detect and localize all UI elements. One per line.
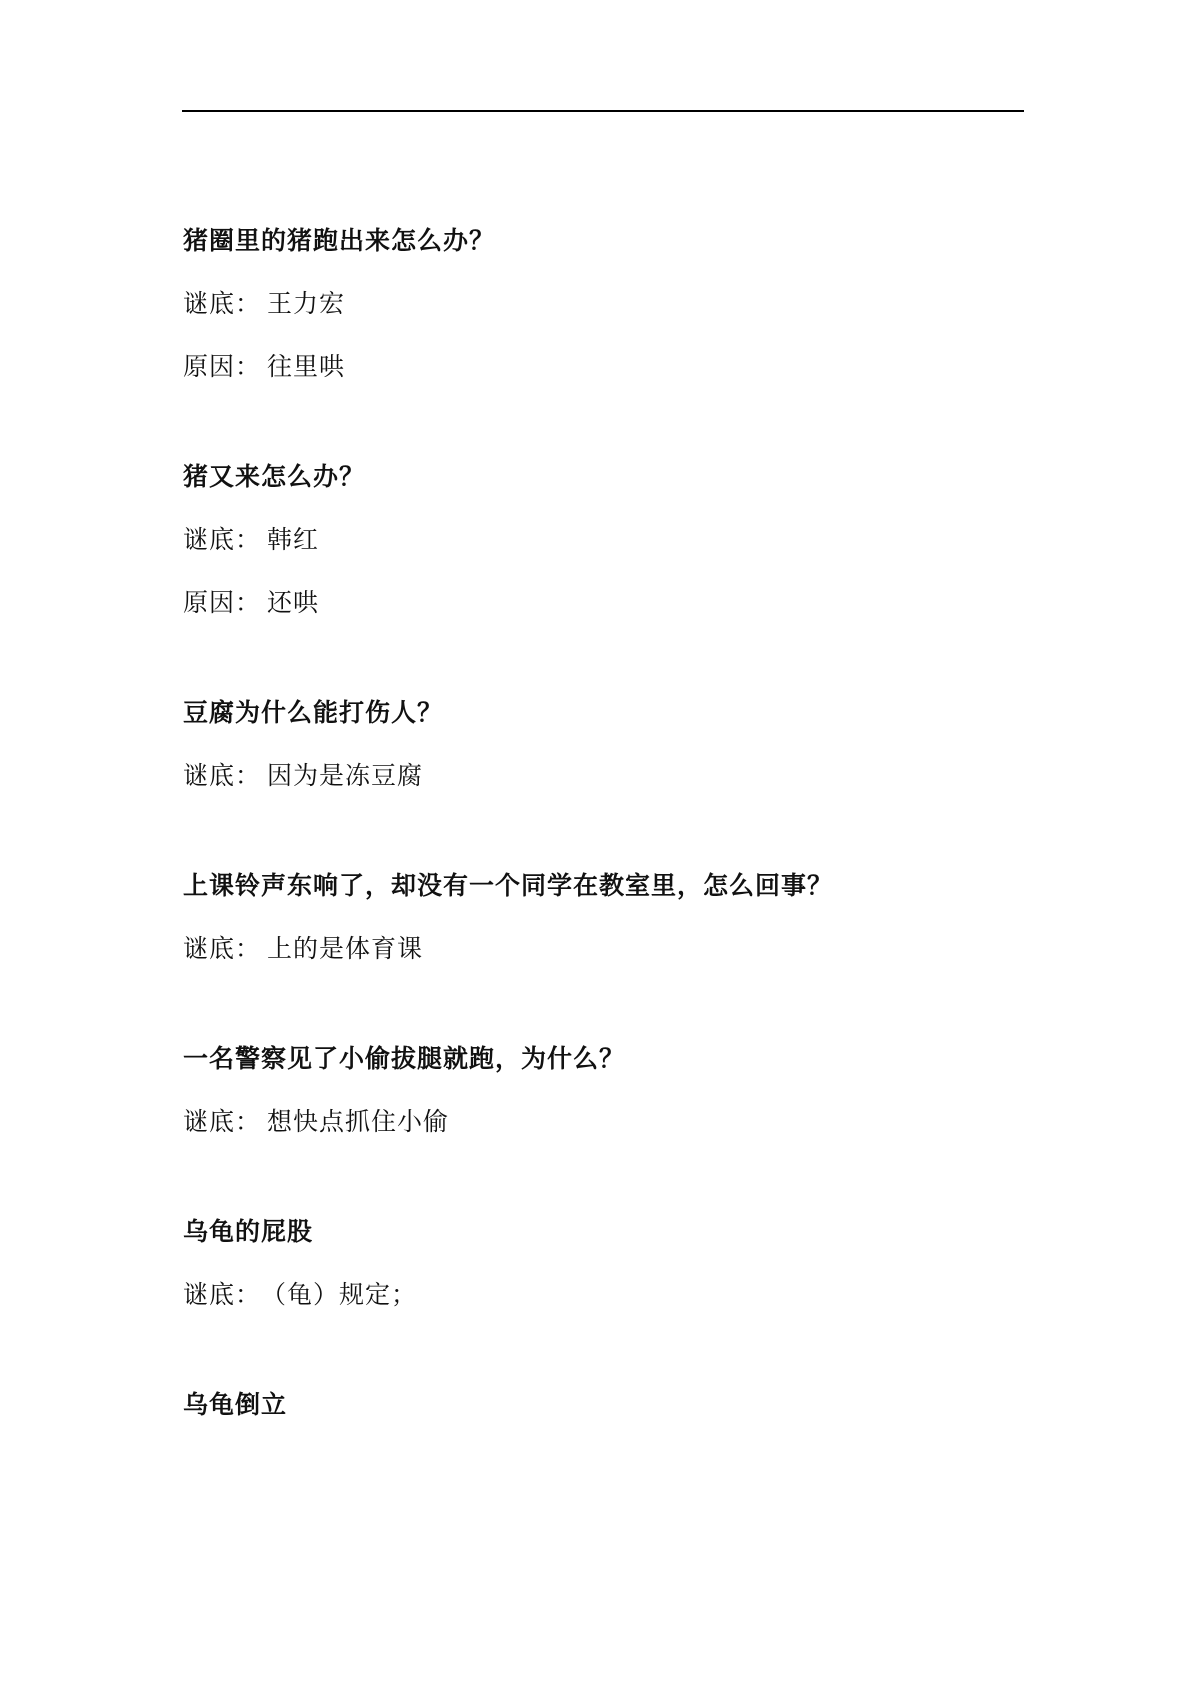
answer-label: 谜底： bbox=[183, 761, 262, 790]
answer-label: 谜底： bbox=[183, 1107, 262, 1136]
reason-label: 原因： bbox=[183, 588, 262, 617]
riddle-answer-line bbox=[183, 283, 1023, 325]
riddle-item bbox=[183, 220, 1023, 388]
riddle-item bbox=[183, 692, 1023, 797]
riddle-question: 乌龟的屁股 bbox=[183, 1217, 314, 1246]
riddle-answer-line bbox=[183, 519, 1023, 561]
riddle-item bbox=[183, 1038, 1023, 1143]
answer-value: 韩红 bbox=[267, 525, 320, 554]
reason-value: 往里哄 bbox=[267, 352, 346, 381]
answer-label: 谜底： bbox=[183, 1280, 262, 1309]
riddle-question: 猪又来怎么办？ bbox=[183, 462, 366, 491]
riddle-question: 乌龟倒立 bbox=[183, 1390, 288, 1419]
answer-label: 谜底： bbox=[183, 289, 262, 318]
riddle-answer-line bbox=[183, 1101, 1023, 1143]
riddle-list bbox=[183, 220, 1023, 1494]
riddle-question: 猪圈里的猪跑出来怎么办？ bbox=[183, 226, 496, 255]
riddle-question: 豆腐为什么能打伤人？ bbox=[183, 698, 444, 727]
riddle-answer-line bbox=[183, 755, 1023, 797]
riddle-item bbox=[183, 865, 1023, 970]
riddle-question: 上课铃声东响了，却没有一个同学在教室里，怎么回事？ bbox=[183, 871, 834, 900]
riddle-answer-line bbox=[183, 1274, 1023, 1316]
answer-value: 王力宏 bbox=[267, 289, 346, 318]
answer-value: 上的是体育课 bbox=[267, 934, 424, 963]
header-rule bbox=[182, 110, 1024, 112]
riddle-item bbox=[183, 456, 1023, 624]
answer-label: 谜底： bbox=[183, 934, 262, 963]
answer-value: 因为是冻豆腐 bbox=[267, 761, 424, 790]
reason-value: 还哄 bbox=[267, 588, 320, 617]
answer-value: （龟）规定； bbox=[261, 1280, 418, 1309]
riddle-answer-line bbox=[183, 928, 1023, 970]
riddle-question: 一名警察见了小偷拔腿就跑，为什么？ bbox=[183, 1044, 626, 1073]
riddle-reason-line bbox=[183, 582, 1023, 624]
answer-value: 想快点抓住小偷 bbox=[267, 1107, 450, 1136]
riddle-reason-line bbox=[183, 346, 1023, 388]
riddle-item bbox=[183, 1211, 1023, 1316]
riddle-item bbox=[183, 1384, 1023, 1426]
reason-label: 原因： bbox=[183, 352, 262, 381]
answer-label: 谜底： bbox=[183, 525, 262, 554]
